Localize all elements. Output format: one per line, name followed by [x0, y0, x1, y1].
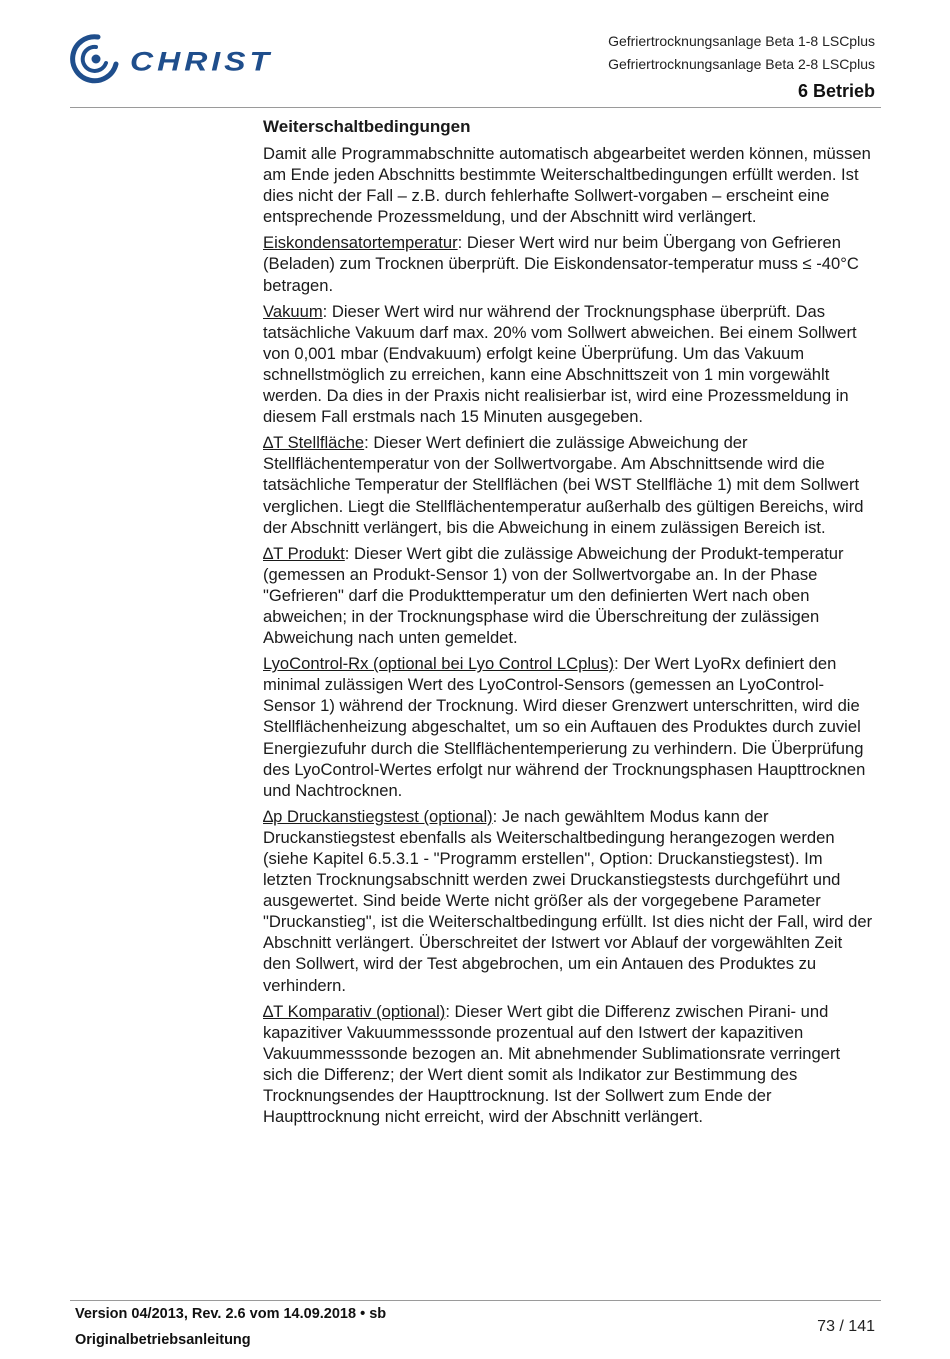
footer-original-label: Originalbetriebsanleitung: [75, 1332, 251, 1348]
christ-logo-mark: [70, 33, 315, 85]
condition-item: [263, 432, 873, 537]
condition-text: : Der Wert LyoRx definiert den minimal zulässigen Wert des LyoControl-Sensors (gemessen an LyoControl-Sensor 1) während der Trocknung. Wird dieser Grenzwert unterschritten, wird die Stellflächenheizung abgeschaltet, um so ein Auftauen des Produktes durch zuviel Energiezufuhr durch die Stellflächentemperierung zu verhindern. Die Überprüfung des LyoControl-Wertes erfolgt nur während der Trocknungsphasen Haupttrocknen und Nachtrocknen.: [263, 654, 866, 800]
header-divider: [70, 107, 881, 108]
section-heading: Weiterschaltbedingungen: [263, 117, 471, 136]
header-product-line-1: Gefriertrocknungsanlage Beta 1-8 LSCplus: [608, 33, 875, 49]
condition-item: [263, 232, 873, 295]
main-content: [263, 116, 873, 1132]
condition-term: ∆T Stellfläche: [263, 433, 365, 453]
condition-term: ∆T Produkt: [263, 543, 345, 563]
condition-term: LyoControl-Rx (optional bei Lyo Control LCplus): [263, 654, 615, 674]
condition-item: [263, 806, 873, 996]
condition-text: : Dieser Wert wird nur beim Übergang von Gefrieren (Beladen) zum Trocknen überprüft. Die Eiskondensator-temperatur muss ≤ -40°C betragen.: [263, 233, 859, 295]
condition-list: [263, 232, 873, 1127]
condition-text: : Dieser Wert definiert die zulässige Abweichung der Stellflächentemperatur von der Sollwertvorgabe. Am Abschnittsende wird die tatsächliche Temperatur der Stellflächen (bei WST Stellfläche 1) mit dem Sollwert verglichen. Liegt die Stellflächentemperatur außerhalb des gültigen Bereichs, wird der Abschnitt verlängert, bis die Abweichung in einem zulässigen Bereich ist.: [263, 433, 864, 537]
condition-text: : Dieser Wert wird nur während der Trocknungsphase überprüft. Das tatsächliche Vakuum darf max. 20% vom Sollwert abweichen. Bei einem Sollwert von 0,001 mbar (Endvakuum) erfolgt keine Überprüfung. Um das Vakuum schnellstmöglich zu erreichen, kann eine Abschnittszeit von 1 min vorgewählt werden. Da dies in der Praxis nicht realisierbar ist, wird eine Prozessmeldung in diesem Fall erstmals nach 15 Minuten ausgegeben.: [263, 301, 857, 427]
christ-logo: [70, 33, 315, 85]
condition-text: : Je nach gewähltem Modus kann der Druckanstiegstest ebenfalls als Weiterschaltbedingung herangezogen werden (siehe Kapitel 6.5.3.1 - "Programm erstellen", Option: Druckanstiegstest). Im letzten Trocknungsabschnitt werden zwei Druckanstiegstests durchgeführt und ausgewertet. Sind beide Werte nicht größer als der vorgegebene Parameter "Druckanstieg", ist die Weiterschaltbedingung erfüllt. Ist dies nicht der Fall, wird der Abschnitt verlängert. Überschreitet der Istwert vor Ablauf der vorgewählten Zeit den Sollwert, wird der Test abgebrochen, um ein Antauen des Produktes zu verhindern.: [263, 806, 873, 995]
header-product-line-2: Gefriertrocknungsanlage Beta 2-8 LSCplus: [608, 56, 875, 72]
condition-text: : Dieser Wert gibt die zulässige Abweichung der Produkt-temperatur (gemessen an Produkt-Sensor 1) von der Sollwertvorgabe an. In der Phase "Gefrieren" darf die Produkttemperatur um den definierten Wert nach oben abweichen; in der Trocknungsphase wird die Überschreitung der zulässigen Abweichung nach unten gemeldet.: [263, 543, 844, 648]
page-number: 73 / 141: [817, 1318, 875, 1335]
condition-item: [263, 1001, 873, 1128]
condition-item: [263, 653, 873, 801]
condition-item: [263, 543, 873, 648]
intro-paragraph: Damit alle Programmabschnitte automatisch abgearbeitet werden können, müssen am Ende jeden Abschnitts bestimmte Weiterschaltbedingungen erfüllt werden. Ist dies nicht der Fall – z.B. durch fehlerhafte Sollwert-vorgaben – erscheint eine entsprechende Prozessmeldung, und der Abschnitt wird verlängert.: [263, 144, 871, 227]
chapter-title: 6 Betrieb: [797, 81, 875, 101]
condition-term: Vakuum: [263, 301, 323, 321]
footer-version: Version 04/2013, Rev. 2.6 vom 14.09.2018 • sb: [75, 1306, 387, 1322]
logo-wordmark: CHRIST: [130, 46, 274, 77]
condition-term: ∆T Komparativ (optional): [263, 1001, 446, 1021]
condition-text: : Dieser Wert gibt die Differenz zwischen Pirani- und kapazitiver Vakuummesssonde prozentual auf den Istwert der kapazitiven Vakuummesssonde bezogen an. Mit abnehmender Sublimationsrate verringert sich die Differenz; der Wert dient somit als Indikator zur Bestimmung des Trocknungsendes der Haupttrocknung. Ist der Sollwert zum Ende der Haupttrocknung nicht erreicht, wird der Abschnitt verlängert.: [263, 1001, 841, 1127]
condition-term: ∆p Druckanstiegstest (optional): [263, 806, 493, 826]
condition-item: [263, 301, 873, 428]
condition-term: Eiskondensatortemperatur: [263, 233, 458, 253]
footer-divider: [70, 1300, 881, 1301]
